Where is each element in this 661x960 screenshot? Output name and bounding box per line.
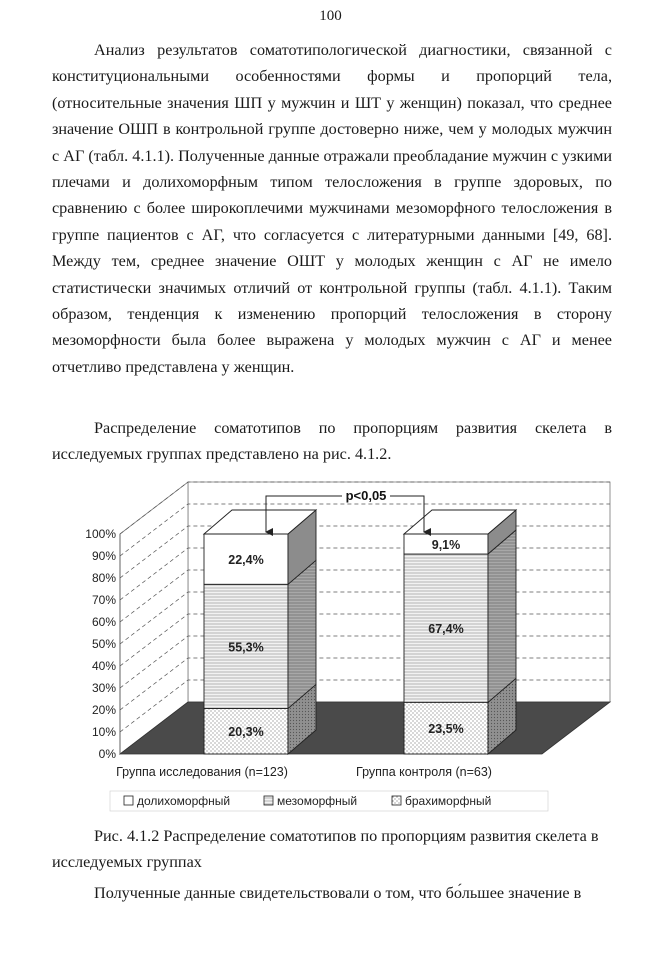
y-tick-label: 50% [91, 637, 116, 651]
data-label: 20,3% [228, 725, 264, 740]
legend-swatch [124, 796, 133, 805]
legend-swatch [264, 796, 273, 805]
data-label: 55,3% [228, 640, 264, 655]
page-number: 100 [319, 8, 342, 24]
category-label: Группа контроля (n=63) [356, 765, 492, 779]
y-tick-label: 0% [98, 747, 116, 761]
y-tick-label: 70% [91, 593, 116, 607]
body-paragraph: Анализ результатов соматотипологической диагностики, связанной с конституциональными особенностями формы и пропорций тела, (относительные значения ШП у мужчин и ШТ у женщин) показал, что среднее значение ОШП в контрольной группе достоверно ниже, чем у молодых мужчин с АГ (табл. 4.1.1). Полученные данные отражали преобладание мужчин с узкими плечами и долихоморфным типом телосложения в группе здоровых, по сравнению с более широкоплечими мужчинами мезоморфного телосложения в группе пациентов с АГ, что согласуется с литературными данными [49, 68]. Между тем, среднее значение ОШТ у молодых женщин с АГ не имело статистически значимых отличий от контрольной группы (табл. 4.1.1). Таким образом, тенденция к изменению пропорций телосложения в сторону мезоморфности была более выражена у молодых мужчин с АГ и менее отчетливо представлена у женщин. [52, 41, 612, 376]
category-label: Группа исследования (n=123) [116, 765, 288, 779]
y-tick-label: 60% [91, 615, 116, 629]
y-tick-label: 20% [91, 703, 116, 717]
y-tick-label: 30% [91, 681, 116, 695]
significance-label: p<0,05 [345, 488, 387, 503]
data-label: 9,1% [431, 538, 461, 553]
legend-swatch [392, 796, 401, 805]
chart-floor [120, 702, 610, 754]
bar-side-мезоморфный [488, 530, 516, 702]
data-label: 23,5% [428, 722, 464, 737]
stacked-bar-chart [52, 476, 612, 816]
y-tick-label: 90% [91, 549, 116, 563]
legend-label: мезоморфный [277, 794, 358, 808]
body-paragraph: Распределение соматотипов по пропорциям развития скелета в исследуемых группах представлено на рис. 4.1.2. [52, 419, 612, 464]
y-tick-label: 10% [91, 725, 116, 739]
body-paragraph: Полученные данные свидетельствовали о том, что бо́льшее значение в [94, 884, 582, 902]
data-label: 67,4% [428, 622, 464, 637]
y-tick-label: 100% [85, 527, 116, 541]
legend-label: долихоморфный [137, 794, 231, 808]
data-label: 22,4% [228, 553, 264, 568]
y-tick-label: 80% [91, 571, 116, 585]
y-tick-label: 40% [91, 659, 116, 673]
bar-side-мезоморфный [288, 560, 316, 708]
legend-label: брахиморфный [405, 794, 492, 808]
figure-caption: Рис. 4.1.2 Распределение соматотипов по пропорциям развития скелета в исследуемых группах [52, 827, 599, 872]
